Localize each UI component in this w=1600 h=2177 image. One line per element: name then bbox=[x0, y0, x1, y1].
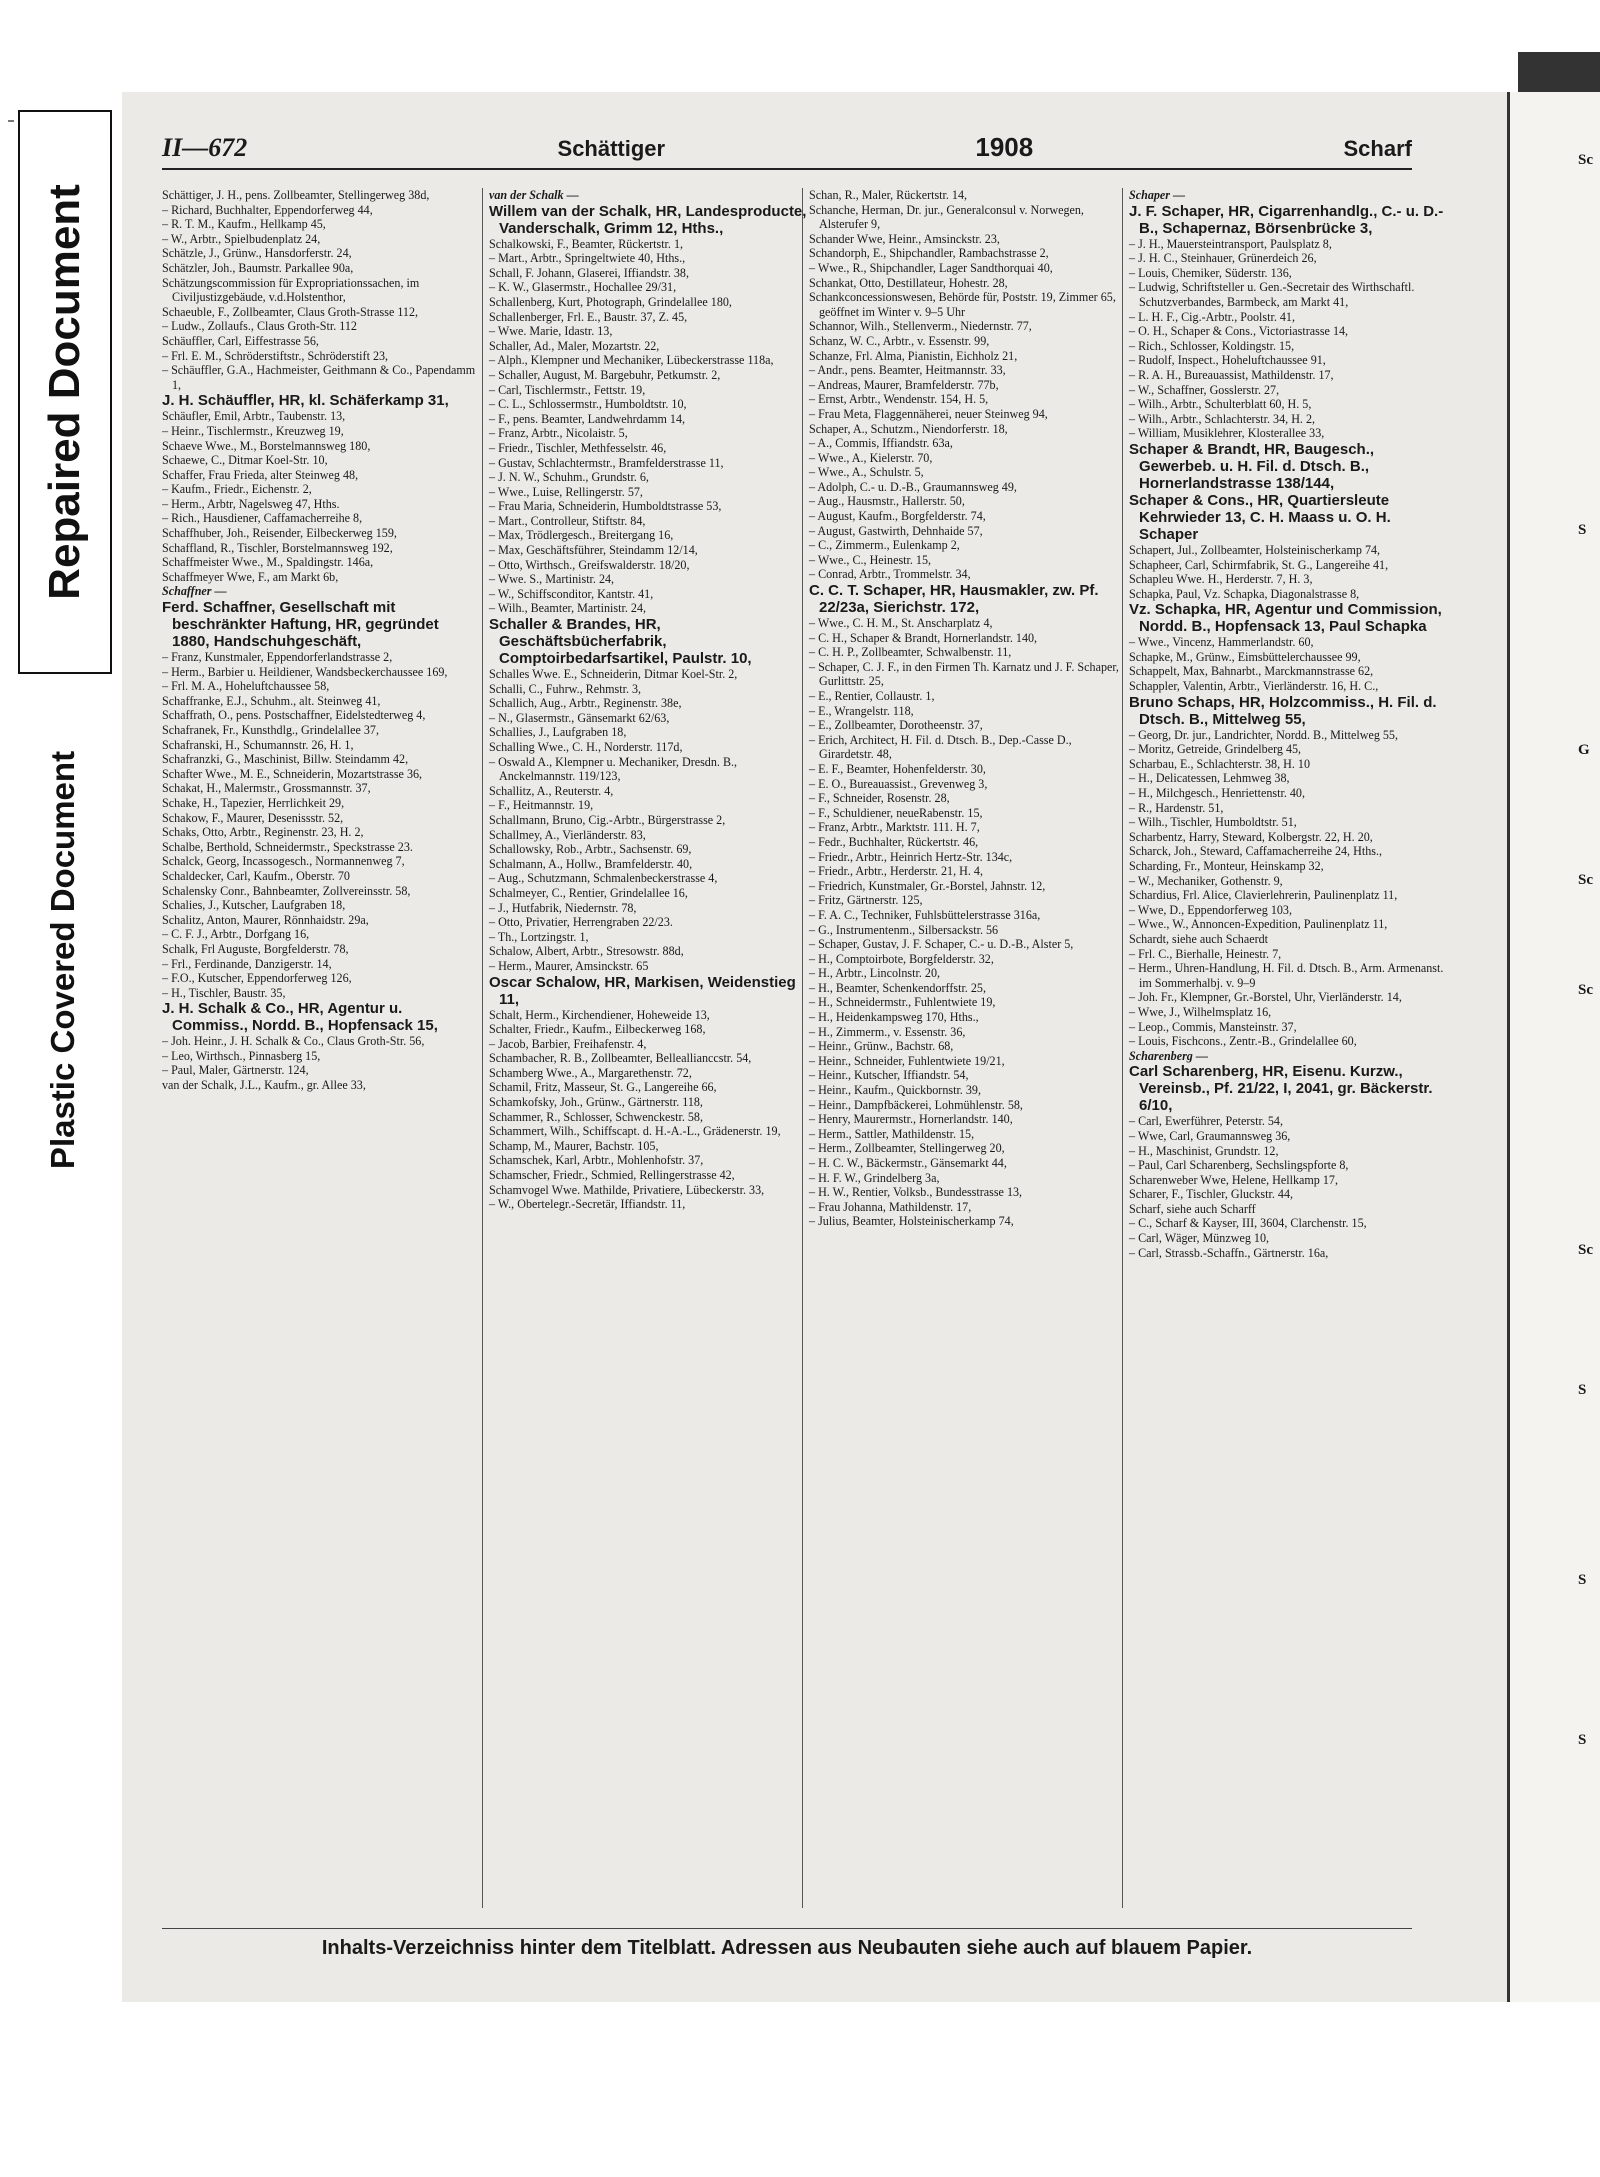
directory-column-1 bbox=[162, 188, 480, 1908]
directory-entry: – Max, Geschäftsführer, Steindamm 12/14, bbox=[489, 543, 698, 558]
directory-entry: – Wwe., A., Kielerstr. 70, bbox=[809, 450, 933, 465]
directory-entry: Schalt, Herm., Kirchendiener, Hoheweide 13, bbox=[489, 1007, 710, 1022]
directory-entry: Schallmey, A., Vierländerstr. 83, bbox=[489, 827, 646, 842]
directory-entry: Schallmann, Bruno, Cig.-Arbtr., Bürgerstrasse 2, bbox=[489, 812, 726, 827]
directory-entry: Schaffner — bbox=[162, 584, 227, 599]
directory-column-3 bbox=[802, 188, 1127, 1908]
directory-entry: – J. N. W., Schuhm., Grundstr. 6, bbox=[489, 470, 649, 485]
directory-entry: – C., Scharf & Kayser, III, 3604, Clarchenstr. 15, bbox=[1129, 1216, 1367, 1231]
directory-entry: – Schaper, Gustav, J. F. Schaper, C.- u. D.-B., Alster 5, bbox=[809, 937, 1074, 952]
directory-entry: – Heinr., Kaufm., Quickbornstr. 39, bbox=[809, 1083, 981, 1098]
directory-entry: Carl Scharenberg, HR, Eisenu. Kurzw., Vereinsb., Pf. 21/22, I, 2041, gr. Bäckerstr. 6/10, bbox=[1129, 1063, 1433, 1115]
directory-entry: – H. W., Rentier, Volksb., Bundesstrasse 13, bbox=[809, 1185, 1023, 1200]
directory-entry: – W., Schiffsconditor, Kantstr. 41, bbox=[489, 586, 654, 601]
directory-entry: – Aug., Hausmstr., Hallerstr. 50, bbox=[809, 494, 965, 509]
directory-entry: Schapleu Wwe. H., Herderstr. 7, H. 3, bbox=[1129, 572, 1313, 587]
directory-entry: Schalmann, A., Hollw., Bramfelderstr. 40, bbox=[489, 856, 693, 871]
directory-entry: – H., Heidenkampsweg 170, Hths., bbox=[809, 1010, 979, 1025]
directory-entry: – Adolph, C.- u. D.-B., Graumannsweg 49, bbox=[809, 479, 1017, 494]
directory-entry: Schannor, Wilh., Stellenverm., Niedernstr. 77, bbox=[809, 319, 1032, 334]
directory-entry: Schapheer, Carl, Schirmfabrik, St. G., Langereihe 41, bbox=[1129, 557, 1389, 572]
directory-entry: – Friedrich, Kunstmaler, Gr.-Borstel, Jahnstr. 12, bbox=[809, 878, 1046, 893]
directory-entry: Scharer, F., Tischler, Gluckstr. 44, bbox=[1129, 1187, 1294, 1202]
directory-entry: Schäufler, Emil, Arbtr., Taubenstr. 13, bbox=[162, 409, 346, 424]
directory-entry: – Aug., Schutzmann, Schmalenbeckerstrasse 4, bbox=[489, 871, 718, 886]
directory-entry: – Schaper, C. J. F., in den Firmen Th. Karnatz und J. F. Schaper, Gurlittstr. 25, bbox=[809, 659, 1119, 689]
directory-entry: – C. H., Schaper & Brandt, Hornerlandstr. 140, bbox=[809, 630, 1038, 645]
directory-entry: – J. H., Mauersteintransport, Paulsplatz 8, bbox=[1129, 236, 1332, 251]
directory-entry: – E., Rentier, Collaustr. 1, bbox=[809, 689, 935, 703]
directory-entry: – H., Milchgesch., Henriettenstr. 40, bbox=[1129, 786, 1305, 801]
directory-entry: – Friedr., Tischler, Methfesselstr. 46, bbox=[489, 440, 667, 455]
edge-letter: Sc bbox=[1578, 982, 1593, 998]
directory-entry: – W., Arbtr., Spielbudenplatz 24, bbox=[162, 231, 321, 246]
directory-entry: Schaller, Ad., Maler, Mozartstr. 22, bbox=[489, 338, 660, 353]
directory-entry: J. H. Schalk & Co., HR, Agentur u. Commiss., Nordd. B., Hopfensack 15, bbox=[162, 1000, 438, 1035]
directory-entry: Schaffhuber, Joh., Reisender, Eilbeckerweg 159, bbox=[162, 526, 397, 541]
directory-entry: – Gustav, Schlachtermstr., Bramfelderstrasse 11, bbox=[489, 455, 724, 470]
directory-entry: Schanze, Frl. Alma, Pianistin, Eichholz 21, bbox=[809, 348, 1018, 363]
directory-entry: – William, Musiklehrer, Klosterallee 33, bbox=[1129, 426, 1325, 441]
directory-entry: – Louis, Chemiker, Süderstr. 136, bbox=[1129, 265, 1292, 280]
repaired-document-label bbox=[18, 110, 112, 674]
directory-entry: – Rich., Hausdiener, Caffamacherreihe 8, bbox=[162, 511, 363, 526]
directory-entry: – C., Zimmerm., Eulenkamp 2, bbox=[809, 538, 960, 553]
directory-entry: – August, Gastwirth, Dehnhaide 57, bbox=[809, 523, 983, 538]
directory-entry: Schaeve Wwe., M., Borstelmannsweg 180, bbox=[162, 438, 371, 453]
directory-entry: – H. F. W., Grindelberg 3a, bbox=[809, 1170, 940, 1185]
directory-entry: C. C. T. Schaper, HR, Hausmakler, zw. Pf. 22/23a, Sierichstr. 172, bbox=[809, 582, 1099, 617]
directory-entry: – Herm., Barbier u. Heildiener, Wandsbeckerchaussee 169, bbox=[162, 664, 448, 679]
directory-entry: Schaper, A., Schutzm., Niendorferstr. 18, bbox=[809, 421, 1008, 436]
directory-entry: Scharck, Joh., Steward, Caffamacherreihe 24, Hths., bbox=[1129, 844, 1382, 859]
directory-entry: – G., Instrumentenm., Silbersackstr. 56 bbox=[809, 922, 999, 937]
directory-entry: – F., Schuldiener, neueRabenstr. 15, bbox=[809, 805, 983, 820]
directory-entry: Schamscher, Friedr., Schmied, Rellingerstrasse 42, bbox=[489, 1168, 735, 1183]
directory-entry: – Louis, Fischcons., Zentr.-B., Grindelallee 60, bbox=[1129, 1034, 1357, 1049]
directory-entry: Schallowsky, Rob., Arbtr., Sachsenstr. 69, bbox=[489, 842, 692, 857]
directory-entry: – Frl. M. A., Hoheluftchaussee 58, bbox=[162, 679, 330, 694]
directory-entry: Schalmeyer, C., Rentier, Grindelallee 16, bbox=[489, 885, 688, 900]
directory-entry: – Franz, Arbtr., Marktstr. 111. H. 7, bbox=[809, 820, 980, 835]
directory-entry: – J., Hutfabrik, Niedernstr. 78, bbox=[489, 900, 637, 915]
directory-entry: Schamkofsky, Joh., Grünw., Gärtnerstr. 118, bbox=[489, 1095, 703, 1110]
directory-entry: – F., Heitmannstr. 19, bbox=[489, 798, 594, 813]
directory-entry: Schallich, Aug., Arbtr., Reginenstr. 38e, bbox=[489, 696, 682, 711]
directory-entry: Schamil, Fritz, Masseur, St. G., Langereihe 66, bbox=[489, 1080, 717, 1095]
directory-entry: – F.O., Kutscher, Eppendorferweg 126, bbox=[162, 971, 352, 986]
plastic-covered-text: Plastic Covered Document bbox=[44, 750, 81, 1170]
directory-entry: Schallitz, A., Reuterstr. 4, bbox=[489, 783, 614, 798]
directory-entry: Schafranzki, G., Maschinist, Billw. Steindamm 42, bbox=[162, 752, 409, 767]
directory-entry: Schandorph, E., Shipchandler, Rambachstrasse 2, bbox=[809, 246, 1049, 261]
directory-entry: – Rich., Schlosser, Koldingstr. 15, bbox=[1129, 338, 1295, 353]
directory-entry: Schaffmeyer Wwe, F., am Markt 6b, bbox=[162, 569, 339, 584]
directory-entry: Schammert, Wilh., Schiffscapt. d. H.-A.-L., Grädenerstr. 19, bbox=[489, 1124, 781, 1139]
directory-entry: Schalitz, Anton, Maurer, Rönnhaidstr. 29a, bbox=[162, 912, 369, 927]
directory-entry: – Erich, Architect, H. Fil. d. Dtsch. B., Dep.-Casse D., Girardetstr. 48, bbox=[809, 732, 1072, 762]
directory-entry: – Andreas, Maurer, Bramfelderstr. 77b, bbox=[809, 377, 999, 392]
directory-entry: Scharf, siehe auch Scharff bbox=[1129, 1201, 1256, 1216]
directory-entry: – Franz, Arbtr., Nicolaistr. 5, bbox=[489, 426, 628, 441]
directory-entry: Schallenberger, Frl. E., Baustr. 37, Z. 45, bbox=[489, 309, 688, 324]
directory-entry: – Wwe., R., Shipchandler, Lager Sandthorquai 40, bbox=[809, 260, 1053, 275]
directory-entry: Schaldecker, Carl, Kaufm., Oberstr. 70 bbox=[162, 868, 350, 883]
directory-entry: – Fedr., Buchhalter, Rückertstr. 46, bbox=[809, 834, 979, 849]
directory-entry: Schalow, Albert, Arbtr., Stresowstr. 88d, bbox=[489, 944, 684, 959]
directory-entry: Schalck, Georg, Incassogesch., Normannenweg 7, bbox=[162, 854, 405, 869]
directory-entry: – Schaller, August, M. Bargebuhr, Petkumstr. 2, bbox=[489, 367, 721, 382]
directory-entry: – Wilh., Beamter, Martinistr. 24, bbox=[489, 601, 647, 616]
directory-entry: – Mart., Arbtr., Springeltwiete 40, Hths., bbox=[489, 251, 686, 266]
directory-entry: Schander Wwe, Heinr., Amsinckstr. 23, bbox=[809, 231, 1000, 246]
directory-entry: – C. F. J., Arbtr., Dorfgang 16, bbox=[162, 927, 310, 942]
directory-entry: Schaffrath, O., pens. Postschaffner, Eidelstedterweg 4, bbox=[162, 708, 426, 723]
directory-entry: – Henry, Maurermstr., Hornerlandstr. 140, bbox=[809, 1112, 1013, 1127]
directory-entry: – Kaufm., Friedr., Eichenstr. 2, bbox=[162, 482, 312, 497]
directory-entry: – Ludwig, Schriftsteller u. Gen.-Secretair des Wirthschaftl. Schutzverbandes, Barmbeck, am Markt 41, bbox=[1129, 280, 1415, 309]
directory-entry: – Franz, Kunstmaler, Eppendorferlandstrasse 2, bbox=[162, 650, 393, 665]
directory-entry: Schalbe, Berthold, Schneidermstr., Speckstrasse 23. bbox=[162, 839, 413, 854]
directory-entry: – R., Hardenstr. 51, bbox=[1129, 800, 1224, 815]
directory-entry: Schättiger, J. H., pens. Zollbeamter, Stellingerweg 38d, bbox=[162, 188, 430, 202]
directory-entry: – Leop., Commis, Mansteinstr. 37, bbox=[1129, 1019, 1297, 1034]
directory-entry: – Conrad, Arbtr., Trommelstr. 34, bbox=[809, 567, 971, 582]
directory-entry: Schalter, Friedr., Kaufm., Eilbeckerweg 168, bbox=[489, 1022, 706, 1037]
directory-entry: – H. C. W., Bäckermstr., Gänsemarkt 44, bbox=[809, 1156, 1007, 1170]
directory-entry: Schakat, H., Malermstr., Grossmannstr. 37, bbox=[162, 781, 371, 796]
directory-column-2 bbox=[482, 188, 807, 1908]
directory-entry: – W., Schaffner, Gosslerstr. 27, bbox=[1129, 382, 1280, 397]
directory-entry: Schankconcessionswesen, Behörde für, Poststr. 19, Zimmer 65, geöffnet im Winter v. 9–5 Uhr bbox=[809, 290, 1116, 319]
directory-entry: – Heinr., Tischlermstr., Kreuzweg 19, bbox=[162, 423, 344, 438]
directory-entry: – Ernst, Arbtr., Wendenstr. 154, H. 5, bbox=[809, 392, 989, 407]
directory-entry: Schaffranke, E.J., Schuhm., alt. Steinweg 41, bbox=[162, 693, 381, 708]
edge-letter: Sc bbox=[1578, 1242, 1593, 1258]
directory-entry: – Leo, Wirthsch., Pinnasberg 15, bbox=[162, 1048, 321, 1063]
directory-entry: Scharding, Fr., Monteur, Heinskamp 32, bbox=[1129, 859, 1324, 873]
page-edge-tab bbox=[1518, 52, 1600, 92]
directory-entry: Schankat, Otto, Destillateur, Hohestr. 28, bbox=[809, 275, 1008, 290]
directory-entry: Schafter Wwe., M. E., Schneiderin, Mozartstrasse 36, bbox=[162, 766, 423, 781]
directory-entry: Schaffland, R., Tischler, Borstelmannsweg 192, bbox=[162, 540, 393, 555]
directory-entry: – R. T. M., Kaufm., Hellkamp 45, bbox=[162, 217, 326, 232]
scanned-directory-page bbox=[122, 92, 1507, 2002]
directory-entry: – O. H., Schaper & Cons., Victoriastrasse 14, bbox=[1129, 324, 1349, 339]
header-year: 1908 bbox=[975, 132, 1034, 162]
directory-entry: Schallenberg, Kurt, Photograph, Grindelallee 180, bbox=[489, 294, 732, 309]
edge-letter: S bbox=[1578, 1732, 1587, 1748]
directory-entry: – J. H. C., Steinhauer, Grünerdeich 26, bbox=[1129, 251, 1317, 266]
directory-entry: J. F. Schaper, HR, Cigarrenhandlg., C.- u. D.-B., Schapernaz, Börsenbrücke 3, bbox=[1129, 202, 1444, 237]
directory-entry: Schaller & Brandes, HR, Geschäftsbücherfabrik, Comptoirbedarfsartikel, Paulstr. 10, bbox=[489, 616, 752, 668]
directory-entry: Schallies, J., Laufgraben 18, bbox=[489, 725, 627, 740]
directory-entry: – Wwe., C., Heinestr. 15, bbox=[809, 552, 932, 567]
directory-entry: Vz. Schapka, HR, Agentur und Commission, Nordd. B., Hopfensack 13, Paul Schapka bbox=[1129, 601, 1442, 636]
directory-entry: – Wilh., Arbtr., Schlachterstr. 34, H. 2, bbox=[1129, 411, 1316, 426]
directory-column-4 bbox=[1122, 188, 1447, 1908]
directory-entry: – Frau Johanna, Mathildenstr. 17, bbox=[809, 1199, 972, 1214]
directory-entry: Schaks, Otto, Arbtr., Reginenstr. 23, H. 2, bbox=[162, 825, 364, 840]
directory-entry: – K. W., Glasermstr., Hochallee 29/31, bbox=[489, 280, 677, 295]
directory-entry: van der Schalk, J.L., Kaufm., gr. Allee 33, bbox=[162, 1078, 366, 1093]
directory-entry: Schake, H., Tapezier, Herrlichkeit 29, bbox=[162, 795, 345, 810]
directory-entry: Schätzle, J., Grünw., Hansdorferstr. 24, bbox=[162, 246, 352, 261]
plastic-covered-label bbox=[18, 700, 108, 1220]
directory-entry: – Fritz, Gärtnerstr. 125, bbox=[809, 893, 923, 908]
directory-entry: – Otto, Privatier, Herrengraben 22/23. bbox=[489, 915, 673, 930]
directory-entry: – Wwe. S., Martinistr. 24, bbox=[489, 572, 615, 587]
directory-entry: – H., Zimmerm., v. Essenstr. 36, bbox=[809, 1024, 966, 1039]
directory-entry: – Wwe, J., Wilhelmsplatz 16, bbox=[1129, 1004, 1272, 1019]
directory-entry: – Frl. E. M., Schröderstiftstr., Schröderstift 23, bbox=[162, 348, 389, 363]
directory-entry: – F., Schneider, Rosenstr. 28, bbox=[809, 791, 950, 806]
directory-entry: – F., pens. Beamter, Landwehrdamm 14, bbox=[489, 411, 686, 426]
directory-entry: Ferd. Schaffner, Gesellschaft mit beschränkter Haftung, HR, gegründet 1880, Handschuhgeschäft, bbox=[162, 599, 439, 651]
directory-entry: – Wilh., Tischler, Humboldtstr. 51, bbox=[1129, 815, 1297, 830]
directory-entry: Schapke, M., Grünw., Eimsbüttelerchaussee 99, bbox=[1129, 649, 1361, 664]
directory-entry: Oscar Schalow, HR, Markisen, Weidenstieg 11, bbox=[489, 973, 796, 1008]
directory-entry: – Heinr., Dampfbäckerei, Lohmühlenstr. 58, bbox=[809, 1097, 1023, 1112]
directory-entry: Schappelt, Max, Bahnarbt., Marckmannstrasse 62, bbox=[1129, 664, 1374, 679]
directory-entry: – Herm., Sattler, Mathildenstr. 15, bbox=[809, 1126, 975, 1141]
directory-entry: – Ludw., Zollaufs., Claus Groth-Str. 112 bbox=[162, 319, 357, 334]
directory-entry: – Wwe., A., Schulstr. 5, bbox=[809, 465, 924, 480]
directory-entry: – Jacob, Barbier, Freihafenstr. 4, bbox=[489, 1036, 647, 1051]
directory-entry: – Paul, Carl Scharenberg, Sechslingspforte 8, bbox=[1129, 1158, 1349, 1173]
directory-entry: Bruno Schaps, HR, Holzcommiss., H. Fil. d. Dtsch. B., Mittelweg 55, bbox=[1129, 693, 1437, 728]
directory-entry: Schalensky Conr., Bahnbeamter, Zollvereinsstr. 58, bbox=[162, 883, 411, 898]
directory-entry: – C. H. P., Zollbeamter, Schwalbenstr. 11, bbox=[809, 645, 1012, 660]
directory-entry: Schäuffler, Carl, Eiffestrasse 56, bbox=[162, 333, 319, 348]
directory-entry: – Wwe., W., Annoncen-Expedition, Paulinenplatz 11, bbox=[1129, 917, 1388, 932]
directory-entry: Scharbau, E., Schlachterstr. 38, H. 10 bbox=[1129, 756, 1311, 771]
directory-entry: – Joh. Heinr., J. H. Schalk & Co., Claus Groth-Str. 56, bbox=[162, 1034, 425, 1049]
directory-entry: – Wwe, Carl, Graumannsweg 36, bbox=[1129, 1128, 1291, 1143]
directory-entry: Schaffmeister Wwe., M., Spaldingstr. 146a, bbox=[162, 555, 374, 570]
directory-entry: – Carl, Ewerführer, Peterstr. 54, bbox=[1129, 1114, 1283, 1129]
directory-entry: – W., Obertelegr.-Secretär, Iffiandstr. 11, bbox=[489, 1197, 686, 1212]
directory-entry: – Richard, Buchhalter, Eppendorferweg 44, bbox=[162, 202, 373, 217]
directory-entry: – Frl., Ferdinande, Danzigerstr. 14, bbox=[162, 956, 332, 971]
directory-entry: Schapert, Jul., Zollbeamter, Holsteinischerkamp 74, bbox=[1129, 542, 1381, 557]
directory-entry: – H., Schneidermstr., Fuhlentwiete 19, bbox=[809, 995, 996, 1010]
directory-entry: – Heinr., Grünw., Bachstr. 68, bbox=[809, 1039, 954, 1054]
directory-entry: – Julius, Beamter, Holsteinischerkamp 74, bbox=[809, 1214, 1014, 1229]
directory-entry: – Andr., pens. Beamter, Heitmannstr. 33, bbox=[809, 363, 1006, 378]
adjacent-page-edge bbox=[1507, 92, 1600, 2002]
directory-entry: Schanche, Herman, Dr. jur., Generalconsul v. Norwegen, Alsterufer 9, bbox=[809, 202, 1084, 232]
directory-entry: – R. A. H., Bureauassist, Mathildenstr. 17, bbox=[1129, 367, 1334, 382]
repaired-document-text: Repaired Document bbox=[40, 184, 90, 600]
edge-letter: S bbox=[1578, 1572, 1587, 1588]
edge-letter: Sc bbox=[1578, 872, 1593, 888]
directory-entry: – Moritz, Getreide, Grindelberg 45, bbox=[1129, 742, 1302, 757]
directory-entry: Schanz, W. C., Arbtr., v. Essenstr. 99, bbox=[809, 333, 990, 348]
edge-letter: Sc bbox=[1578, 152, 1593, 168]
header-left-word: Schättiger bbox=[557, 136, 666, 161]
directory-entry: – Oswald A., Klempner u. Mechaniker, Dresdn. B., Anckelmannstr. 119/123, bbox=[489, 754, 738, 784]
directory-entry: Schaper — bbox=[1129, 188, 1186, 202]
header-right-word: Scharf bbox=[1343, 136, 1412, 161]
directory-entry: Schamp, M., Maurer, Bachstr. 105, bbox=[489, 1138, 659, 1153]
directory-entry: Schappler, Valentin, Arbtr., Vierländerstr. 16, H. C., bbox=[1129, 679, 1379, 694]
directory-entry: Schaffer, Frau Frieda, alter Steinweg 48, bbox=[162, 467, 359, 482]
directory-entry: – Frau Meta, Flaggennäherei, neuer Steinweg 94, bbox=[809, 406, 1048, 421]
directory-entry: – E. O., Bureauassist., Grevenweg 3, bbox=[809, 776, 988, 791]
directory-entry: – E., Zollbeamter, Dorotheenstr. 37, bbox=[809, 718, 983, 733]
directory-entry: Schamschek, Karl, Arbtr., Mohlenhofstr. 37, bbox=[489, 1153, 704, 1168]
directory-entry: – August, Kaufm., Borgfelderstr. 74, bbox=[809, 509, 986, 524]
directory-entry: Schakow, F., Maurer, Desenissstr. 52, bbox=[162, 810, 344, 825]
directory-entry: – Wwe., Luise, Rellingerstr. 57, bbox=[489, 484, 643, 499]
directory-entry: – A., Commis, Iffiandstr. 63a, bbox=[809, 436, 953, 451]
page-footer: Inhalts-Verzeichniss hinter dem Titelblatt. Adressen aus Neubauten siehe auch auf blauem Papier. bbox=[162, 1928, 1412, 1960]
directory-entry: – H., Arbtr., Lincolnstr. 20, bbox=[809, 966, 941, 981]
directory-entry: – E., Wrangelstr. 118, bbox=[809, 703, 914, 718]
directory-entry: Schaper & Brandt, HR, Baugesch., Gewerbeb. u. H. Fil. d. Dtsch. B., Hornerlandstrasse 138/144, bbox=[1129, 440, 1375, 492]
directory-entry: Schammer, R., Schlosser, Schwenckestr. 58, bbox=[489, 1109, 703, 1124]
directory-entry: – W., Mechaniker, Gothenstr. 9, bbox=[1129, 873, 1283, 888]
directory-entry: – Schäuffler, G.A., Hachmeister, Geithmann & Co., Papendamm 1, bbox=[162, 363, 476, 392]
directory-entry: – Frau Maria, Schneiderin, Humboldtstrasse 53, bbox=[489, 499, 722, 514]
directory-entry: – N., Glasermstr., Gänsemarkt 62/63, bbox=[489, 710, 670, 725]
directory-entry: Schardt, siehe auch Schaerdt bbox=[1129, 931, 1269, 946]
directory-entry: – Carl, Wäger, Münzweg 10, bbox=[1129, 1231, 1270, 1246]
directory-entry: – H., Beamter, Schenkendorffstr. 25, bbox=[809, 980, 986, 995]
directory-entry: Schalkowski, F., Beamter, Rückertstr. 1, bbox=[489, 236, 684, 251]
edge-letter: G bbox=[1578, 742, 1590, 758]
directory-entry: – Mart., Controlleur, Stiftstr. 84, bbox=[489, 513, 646, 528]
edge-letter: S bbox=[1578, 522, 1587, 538]
directory-entry: Schambacher, R. B., Zollbeamter, Belleallianccstr. 54, bbox=[489, 1051, 752, 1066]
directory-entry: – Herm., Maurer, Amsinckstr. 65 bbox=[489, 958, 649, 973]
edge-letter: S bbox=[1578, 1382, 1587, 1398]
directory-entry: – L. H. F., Cig.-Arbtr., Poolstr. 41, bbox=[1129, 309, 1296, 324]
directory-entry: Schalies, J., Kutscher, Laufgraben 18, bbox=[162, 898, 346, 913]
directory-entry: Schardius, Frl. Alice, Clavierlehrerin, Paulinenplatz 11, bbox=[1129, 888, 1398, 903]
directory-entry: Scharenweber Wwe, Helene, Hellkamp 17, bbox=[1129, 1172, 1338, 1187]
directory-entry: Schamvogel Wwe. Mathilde, Privatiere, Lübeckerstr. 33, bbox=[489, 1182, 765, 1197]
directory-entry: Schalli, C., Fuhrw., Rehmstr. 3, bbox=[489, 681, 642, 696]
directory-entry: J. H. Schäuffler, HR, kl. Schäferkamp 31, bbox=[162, 392, 449, 410]
directory-entry: – H., Tischler, Baustr. 35, bbox=[162, 985, 286, 1000]
directory-entry: – Joh. Fr., Klempner, Gr.-Borstel, Uhr, Vierländerstr. 14, bbox=[1129, 990, 1402, 1005]
directory-entry: Schalling Wwe., C. H., Norderstr. 117d, bbox=[489, 740, 683, 754]
directory-entry: – Rudolf, Inspect., Hoheluftchaussee 91, bbox=[1129, 353, 1326, 368]
directory-entry: – Wwe., C. H. M., St. Anscharplatz 4, bbox=[809, 616, 993, 631]
directory-entry: – Friedr., Arbtr., Heinrich Hertz-Str. 134c, bbox=[809, 849, 1013, 864]
directory-entry: – Herm., Arbtr, Nagelsweg 47, Hths. bbox=[162, 496, 340, 511]
directory-entry: van der Schalk — bbox=[489, 188, 579, 202]
directory-entry: – H., Delicatessen, Lehmweg 38, bbox=[1129, 771, 1290, 786]
directory-entry: – Max, Trödlergesch., Breitergang 16, bbox=[489, 528, 674, 543]
directory-entry: – Herm., Uhren-Handlung, H. Fil. d. Dtsch. B., Arm. Armenanst. im Sommerhalbj. v. 9–9 bbox=[1129, 961, 1444, 990]
directory-entry: – Frl. C., Bierhalle, Heinestr. 7, bbox=[1129, 946, 1282, 961]
directory-entry: – Heinr., Schneider, Fuhlentwiete 19/21, bbox=[809, 1053, 1005, 1068]
directory-entry: Willem van der Schalk, HR, Landesproducte, Vanderschalk, Grimm 12, Hths., bbox=[489, 202, 807, 237]
directory-entry: – Heinr., Kutscher, Iffiandstr. 54, bbox=[809, 1068, 969, 1083]
directory-entry: – Wwe., Vincenz, Hammerlandstr. 60, bbox=[1129, 635, 1314, 650]
directory-entry: Scharbentz, Harry, Steward, Kolbergstr. 22, H. 20, bbox=[1129, 829, 1373, 844]
directory-entry: – Friedr., Arbtr., Herderstr. 21, H. 4, bbox=[809, 864, 983, 879]
directory-entry: – Carl, Tischlermstr., Fettstr. 19, bbox=[489, 382, 646, 397]
directory-entry: – Georg, Dr. jur., Landrichter, Nordd. B., Mittelweg 55, bbox=[1129, 727, 1399, 742]
page-number: II—672 bbox=[162, 133, 248, 162]
directory-entry: Schaewe, C., Ditmar Koel-Str. 10, bbox=[162, 453, 328, 468]
directory-entry: – Carl, Strassb.-Schaffn., Gärtnerstr. 16a, bbox=[1129, 1245, 1329, 1260]
directory-entry: – Alph., Klempner und Mechaniker, Lübeckerstrasse 118a, bbox=[489, 353, 774, 368]
directory-entry: Schalles Wwe. E., Schneiderin, Ditmar Koel-Str. 2, bbox=[489, 667, 738, 682]
directory-entry: – C. L., Schlossermstr., Humboldtstr. 10, bbox=[489, 397, 687, 412]
directory-entry: Schalk, Frl Auguste, Borgfelderstr. 78, bbox=[162, 941, 349, 956]
directory-entry: – E. F., Beamter, Hohenfelderstr. 30, bbox=[809, 761, 986, 776]
directory-entry: – H., Comptoirbote, Borgfelderstr. 32, bbox=[809, 951, 994, 966]
directory-entry: – Otto, Wirthsch., Greifswalderstr. 18/20, bbox=[489, 557, 690, 572]
directory-entry: Schall, F. Johann, Glaserei, Iffiandstr. 38, bbox=[489, 265, 690, 280]
directory-entry: Schaeuble, F., Zollbeamter, Claus Groth-Strasse 112, bbox=[162, 304, 419, 319]
running-header bbox=[162, 132, 1412, 170]
directory-entry: Schaper & Cons., HR, Quartiersleute Kehrwieder 13, C. H. Maass u. O. H. Schaper bbox=[1129, 491, 1391, 543]
directory-entry: – Wwe, D., Eppendorferweg 103, bbox=[1129, 902, 1292, 917]
directory-entry: – Paul, Maler, Gärtnerstr. 124, bbox=[162, 1063, 309, 1078]
directory-entry: Schätzungscommission für Expropriationssachen, im Civiljustizgebäude, v.d.Holstenthor, bbox=[162, 275, 420, 305]
directory-entry: Scharenberg — bbox=[1129, 1048, 1208, 1063]
directory-entry: – Wwe. Marie, Idastr. 13, bbox=[489, 324, 613, 339]
directory-entry: Schafranski, H., Schumannstr. 26, H. 1, bbox=[162, 737, 354, 752]
directory-entry: – Wilh., Arbtr., Schulterblatt 60, H. 5, bbox=[1129, 397, 1312, 412]
directory-entry: – Th., Lortzingstr. 1, bbox=[489, 929, 589, 944]
directory-entry: Schafranek, Fr., Kunsthdlg., Grindelallee 37, bbox=[162, 723, 379, 737]
directory-entry: Schan, R., Maler, Rückertstr. 14, bbox=[809, 188, 968, 202]
directory-entry: Schätzler, Joh., Baumstr. Parkallee 90a, bbox=[162, 260, 354, 275]
directory-entry: – F. A. C., Techniker, Fuhlsbüttelerstrasse 316a, bbox=[809, 907, 1041, 922]
directory-entry: – Herm., Zollbeamter, Stellingerweg 20, bbox=[809, 1141, 1005, 1156]
directory-entry: Schapka, Paul, Vz. Schapka, Diagonalstrasse 8, bbox=[1129, 586, 1360, 601]
directory-entry: – H., Maschinist, Grundstr. 12, bbox=[1129, 1143, 1279, 1158]
directory-entry: Schamberg Wwe., A., Margarethenstr. 72, bbox=[489, 1065, 692, 1080]
